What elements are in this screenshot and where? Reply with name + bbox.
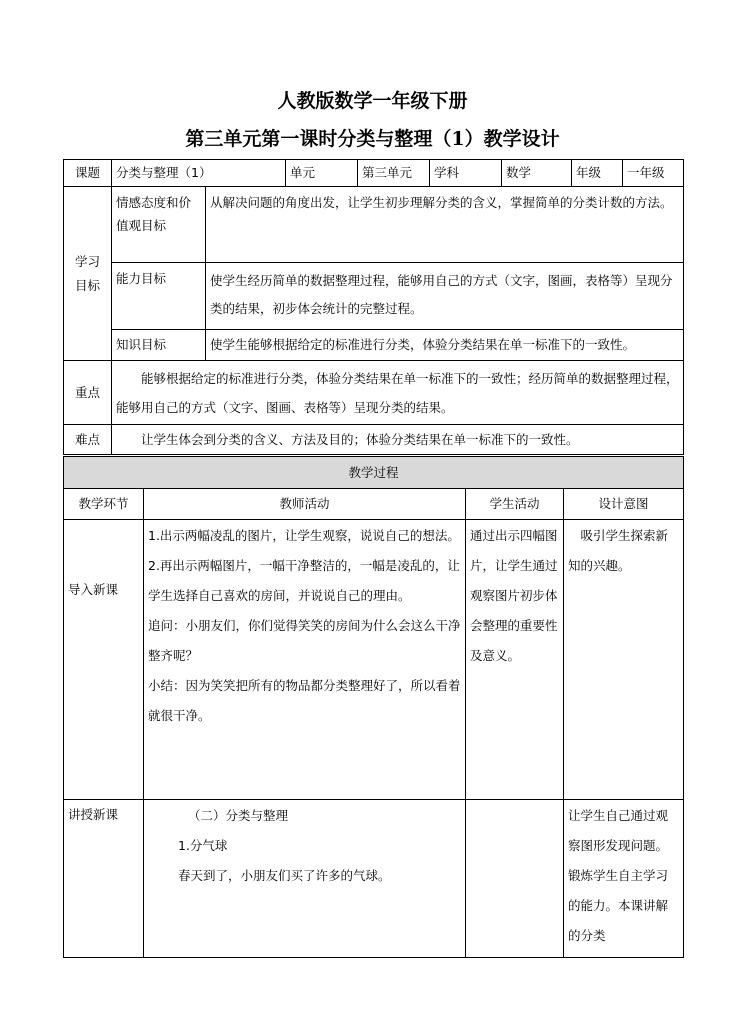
intro-teacher-line-2: 2.再出示两幅图片，一幅干净整洁的，一幅是凌乱的，让学生选择自己喜欢的房间，并说说自己的理由。 — [148, 558, 460, 603]
grade-label: 年级 — [572, 160, 623, 187]
header-student: 学生活动 — [466, 489, 564, 520]
teach-teacher-line-1: （二）分类与整理 — [188, 808, 289, 823]
emotion-goal-label-text: 情感态度和价值观目标 — [116, 195, 192, 233]
intro-teacher-line-1: 1.出示两幅凌乱的图片，让学生观察，说说自己的想法。 — [148, 528, 460, 543]
document-subtitle: 第三单元第一课时分类与整理（1）教学设计 — [185, 128, 560, 150]
intro-student-activity — [466, 520, 564, 800]
intro-design-intent — [564, 520, 684, 800]
teach-design-intent — [564, 800, 684, 958]
intro-teacher-activity — [144, 520, 466, 800]
subject-value: 数学 — [502, 160, 572, 187]
teach-teacher-activity — [144, 800, 466, 958]
ability-goal-label: 能力目标 — [112, 263, 206, 330]
teach-teacher-line-3: 春天到了，小朋友们买了许多的气球。 — [178, 868, 391, 883]
teach-teacher-line-2: 1.分气球 — [178, 838, 228, 853]
unit-value: 第三单元 — [358, 160, 430, 187]
teach-stage: 讲授新课 — [64, 800, 144, 958]
ability-goal-text — [206, 263, 684, 330]
emotion-goal-text-content: 从解决问题的角度出发，让学生初步理解分类的含义，掌握简单的分类计数的方法。 — [210, 195, 673, 210]
difficulties-label: 难点 — [64, 425, 112, 455]
intro-intent-text: 吸引学生探索新知的兴趣。 — [568, 528, 669, 573]
teach-intent-text: 让学生自己通过观察图形发现问题。锻炼学生自主学习的能力。本课讲解的分类 — [568, 808, 669, 943]
document-title: 人教版数学一年级下册 — [277, 90, 468, 112]
intro-teacher-line-4: 小结：因为笑笑把所有的物品都分类整理好了，所以看着就很干净。 — [148, 678, 461, 723]
difficulties-text: 让学生体会到分类的含义、方法及目的；体验分类结果在单一标准下的一致性。 — [112, 425, 684, 455]
emotion-goal-label — [112, 187, 206, 263]
goals-label — [64, 187, 112, 361]
subject-label: 学科 — [430, 160, 502, 187]
emotion-goal-text — [206, 187, 684, 263]
intro-stage: 导入新课 — [64, 520, 144, 800]
knowledge-goal-text: 使学生能够根据给定的标准进行分类，体验分类结果在单一标准下的一致性。 — [206, 330, 684, 361]
knowledge-goal-label: 知识目标 — [112, 330, 206, 361]
teach-student-activity — [466, 800, 564, 958]
intro-student-text: 通过出示四幅图片，让学生通过观察图片初步体会整理的重要性及意义。 — [470, 528, 558, 663]
unit-label: 单元 — [286, 160, 358, 187]
goals-label-line2: 目标 — [74, 277, 100, 293]
header-stage: 教学环节 — [64, 489, 144, 520]
header-teacher: 教师活动 — [144, 489, 466, 520]
topic-value: 分类与整理（1） — [112, 160, 286, 187]
key-points-text — [112, 361, 684, 425]
key-points-text-content: 能够根据给定的标准进行分类，体验分类结果在单一标准下的一致性；经历简单的数据整理过程，能够用自己的方式（文字、图画、表格等）呈现分类的结果。 — [116, 370, 679, 415]
intro-teacher-line-3: 追问：小朋友们，你们觉得笑笑的房间为什么会这么干净整齐呢？ — [148, 618, 461, 663]
lesson-info-table — [63, 159, 684, 455]
process-title: 教学过程 — [64, 457, 684, 489]
topic-label: 课题 — [64, 160, 112, 187]
grade-value: 一年级 — [623, 160, 684, 187]
header-intent: 设计意图 — [564, 489, 684, 520]
key-points-label: 重点 — [64, 361, 112, 425]
teaching-process-table — [63, 456, 684, 958]
ability-goal-text-content: 使学生经历简单的数据整理过程，能够用自己的方式（文字，图画，表格等）呈现分类的结果，初步体会统计的完整过程。 — [210, 273, 673, 316]
goals-label-line1: 学习 — [74, 253, 100, 269]
